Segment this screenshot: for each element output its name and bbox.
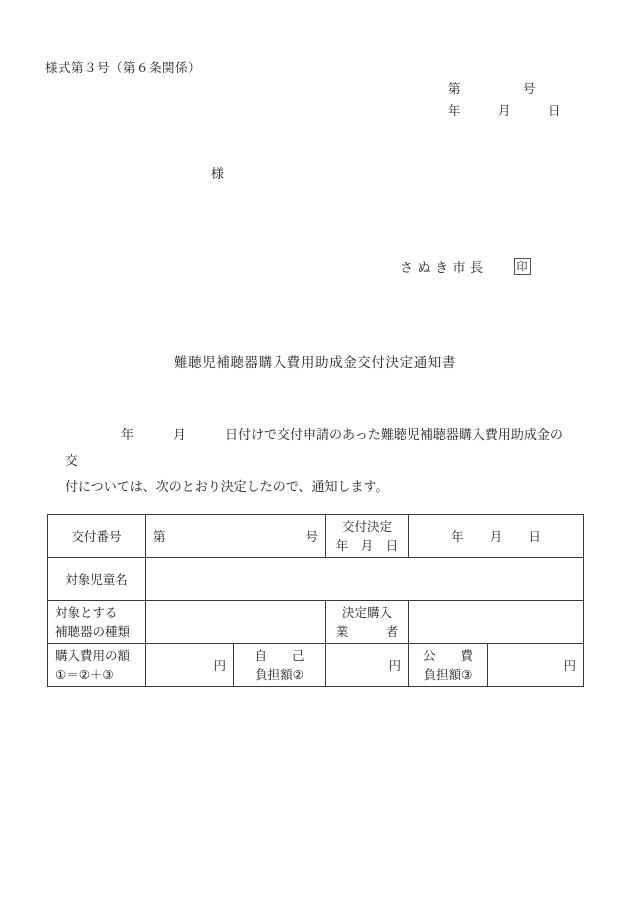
purchase-cost-label-line-2: ①＝②＋③	[55, 667, 114, 682]
cell-label-purchase-cost	[48, 644, 146, 687]
cell-value-purchase-cost[interactable]: 円	[146, 644, 234, 687]
hearing-aid-type-label-line-1: 対象とする	[55, 605, 118, 620]
issuer-name: さぬき市長	[400, 261, 488, 276]
approved-vendor-label-line-1: 決定購入	[341, 605, 392, 620]
document-number-line: 第 号	[448, 81, 536, 96]
table-row	[48, 515, 584, 558]
cell-label-decision-date	[326, 515, 409, 558]
decision-detail-table	[47, 514, 584, 687]
cell-value-self-payment[interactable]: 円	[326, 644, 409, 687]
self-payment-label-line-1: 自 己	[254, 648, 305, 663]
cell-label-self-payment	[234, 644, 326, 687]
public-payment-label-line-1: 公 費	[422, 648, 473, 663]
cell-value-decision-date[interactable]	[409, 515, 584, 558]
hearing-aid-type-label-line-2: 補聴器の種類	[55, 624, 131, 639]
form-number: 様式第３号（第６条関係）	[45, 60, 202, 75]
cell-value-grant-number[interactable]	[146, 515, 326, 558]
page-title: 難聴児補聴器購入費用助成金交付決定通知書	[174, 355, 456, 371]
cell-value-public-payment[interactable]: 円	[488, 644, 584, 687]
decision-date-month: 月	[489, 528, 503, 544]
self-payment-label-line-2: 負担額②	[255, 667, 304, 682]
table-row	[48, 601, 584, 644]
decision-date-year: 年	[451, 528, 464, 544]
table-row	[48, 558, 584, 601]
cell-label-hearing-aid-type	[48, 601, 146, 644]
cell-label-approved-vendor	[326, 601, 409, 644]
grant-number-prefix: 第	[153, 528, 166, 544]
decision-date-label-line-1: 交付決定	[341, 519, 392, 534]
purchase-cost-label-line-1: 購入費用の額	[55, 648, 131, 663]
decision-date-label-line-2: 年 月 日	[335, 538, 399, 553]
table-row	[48, 644, 584, 687]
document-date-line: 年 月 日	[448, 103, 561, 118]
issuer-row	[400, 257, 531, 276]
body-paragraph-line-2: 付については、次のとおり決定したので、通知します。	[65, 480, 389, 495]
cell-label-child-name: 対象児童名	[48, 558, 146, 601]
cell-label-grant-number: 交付番号	[48, 515, 146, 558]
public-payment-label-line-2: 負担額③	[423, 667, 473, 682]
approved-vendor-label-line-2: 業 者	[335, 624, 399, 639]
cell-value-child-name[interactable]	[146, 558, 584, 601]
seal-stamp-icon: 印	[514, 258, 531, 275]
cell-value-approved-vendor[interactable]	[409, 601, 584, 644]
body-paragraph-line-1: 年 月 日付けで交付申請のあった難聴児補聴器購入費用助成金の交	[65, 428, 563, 469]
decision-date-day: 日	[528, 528, 541, 544]
grant-number-suffix: 号	[305, 528, 318, 544]
cell-label-public-payment	[409, 644, 488, 687]
addressee-honorific: 様	[211, 167, 225, 182]
body-paragraph	[65, 423, 575, 501]
cell-value-hearing-aid-type[interactable]	[146, 601, 326, 644]
